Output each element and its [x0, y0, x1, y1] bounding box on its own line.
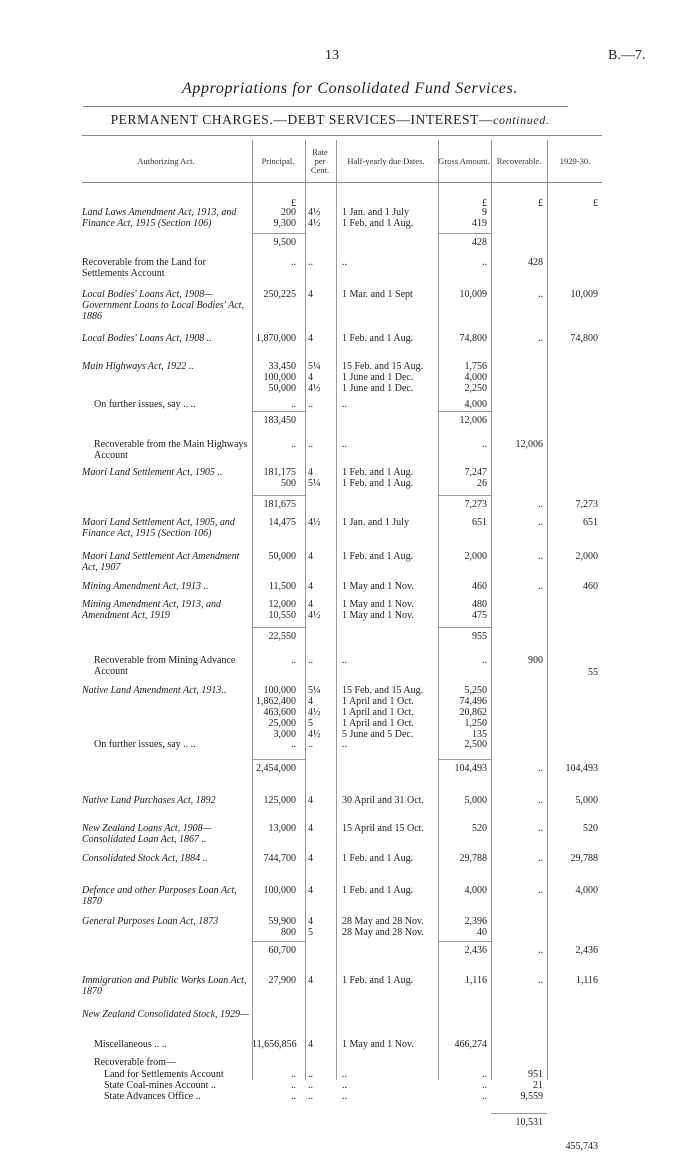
gross-amount-cell: 74,800 — [459, 333, 487, 344]
header-bottom-rule — [82, 182, 602, 183]
due-dates-cell: 1 Feb. and 1 Aug. — [342, 853, 414, 864]
gross-amount-cell: 1,756 4,000 2,250 — [464, 361, 487, 394]
recoverable-cell: .. — [538, 795, 543, 806]
gross-amount-cell: £ — [482, 198, 487, 209]
authorizing-act-cell: Defence and other Purposes Loan Act, 1870 — [82, 885, 237, 907]
due-dates-cell: 15 April and 15 Oct. — [342, 823, 424, 834]
authorizing-act-cell: Maori Land Settlement Act, 1905, and Finance Act, 1915 (Section 106) — [82, 517, 235, 539]
recoverable-cell: .. — [538, 333, 543, 344]
due-dates-cell: .. .. .. — [342, 1069, 347, 1102]
gross-amount-cell: 4,000 — [464, 885, 487, 896]
gross-amount-cell: .. — [482, 439, 487, 450]
gross-amount-cell: .. — [482, 655, 487, 666]
authorizing-act-cell: Local Bodies' Loans Act, 1908 .. — [82, 333, 212, 344]
gross-amount-cell: 5,250 74,496 20,862 1,250 135 — [459, 685, 487, 740]
subtotal-rule — [438, 759, 491, 760]
due-dates-cell: 28 May and 28 Nov. 28 May and 28 Nov. — [342, 916, 424, 938]
authorizing-act-cell: On further issues, say .. .. — [94, 739, 196, 750]
principal-cell: .. — [291, 439, 296, 450]
column-header-row — [82, 140, 602, 182]
gross-amount-cell: 520 — [472, 823, 487, 834]
year-amount-cell: 29,788 — [570, 853, 598, 864]
year-amount-cell: 5,000 — [575, 795, 598, 806]
recoverable-cell: .. — [538, 945, 543, 956]
rate-cell: 4 5 — [308, 916, 313, 938]
principal-cell: .. .. .. — [291, 1069, 296, 1102]
recoverable-cell: .. — [538, 823, 543, 834]
col-due-dates: Half-yearly due Dates. — [347, 155, 425, 166]
authorizing-act-cell: Recoverable from Mining Advance Account — [94, 655, 236, 677]
subtitle-main: PERMANENT CHARGES.—DEBT SERVICES—INTEREST— — [110, 112, 494, 127]
recoverable-cell: .. — [538, 885, 543, 896]
principal-cell: .. — [291, 655, 296, 666]
due-dates-cell: 1 Jan. and 1 July — [342, 517, 409, 528]
recoverable-cell: .. — [538, 975, 543, 986]
authorizing-act-cell: Immigration and Public Works Loan Act, 1870 — [82, 975, 247, 997]
gross-amount-cell: 460 — [472, 581, 487, 592]
due-dates-cell: 1 May and 1 Nov. — [342, 1039, 414, 1050]
subtotal-rule — [438, 233, 491, 234]
authorizing-act-cell: Maori Land Settlement Act, 1905 .. — [82, 467, 223, 478]
gross-amount-cell: 1,116 — [464, 975, 487, 986]
gross-amount-cell: 5,000 — [464, 795, 487, 806]
document-reference: B.—7. — [608, 48, 646, 63]
recoverable-cell: .. — [538, 289, 543, 300]
authorizing-act-cell: Main Highways Act, 1922 .. — [82, 361, 194, 372]
principal-cell: 9,500 — [273, 237, 296, 248]
rate-cell: 5¼ 4 4½ — [308, 361, 321, 394]
recoverable-cell: .. — [538, 763, 543, 774]
rate-cell: 4 — [308, 333, 313, 344]
principal-cell: 11,656,856 — [252, 1039, 297, 1050]
header-top-rule — [82, 135, 602, 136]
gross-amount-cell: 7,273 — [464, 499, 487, 510]
rate-cell: .. — [308, 739, 313, 750]
principal-cell: 14,475 — [268, 517, 296, 528]
title-rule — [83, 106, 568, 107]
due-dates-cell: 1 Feb. and 1 Aug. — [342, 333, 414, 344]
rate-cell: 4½ 4½ — [308, 207, 321, 229]
rate-cell: 4 — [308, 795, 313, 806]
gross-amount-cell: 428 — [472, 237, 487, 248]
principal-cell: 59,900 800 — [268, 916, 296, 938]
principal-cell: 744,700 — [263, 853, 296, 864]
principal-cell: 250,225 — [263, 289, 296, 300]
authorizing-act-cell: Land for Settlements Account State Coal-mines Account .. State Advances Office .. — [104, 1069, 224, 1102]
principal-cell: 50,000 — [268, 551, 296, 562]
rate-cell: 4 — [308, 975, 313, 986]
gross-amount-cell: 10,009 — [459, 289, 487, 300]
due-dates-cell: 30 April and 31 Oct. — [342, 795, 424, 806]
subtotal-rule — [252, 411, 305, 412]
principal-cell: 12,000 10,550 — [268, 599, 296, 621]
authorizing-act-cell: New Zealand Loans Act, 1908—Consolidated Loan Act, 1867 .. — [82, 823, 212, 845]
due-dates-cell: 15 Feb. and 15 Aug. 1 June and 1 Dec. 1 June and 1 Dec. — [342, 361, 424, 394]
recoverable-cell: 900 — [528, 655, 543, 666]
principal-cell: 27,900 — [268, 975, 296, 986]
gross-amount-cell: .. .. .. — [482, 1069, 487, 1102]
rate-cell: 4 — [308, 823, 313, 834]
due-dates-cell: 1 May and 1 Nov. — [342, 581, 414, 592]
authorizing-act-cell: Native Land Purchases Act, 1892 — [82, 795, 216, 806]
subtotal-rule — [252, 627, 305, 628]
page-title: Appropriations for Consolidated Fund Services. — [182, 80, 518, 97]
authorizing-act-cell: Local Bodies' Loans Act, 1908—Government Loans to Local Bodies' Act, 1886 — [82, 289, 244, 322]
due-dates-cell: 1 Feb. and 1 Aug. — [342, 885, 414, 896]
col-authorizing: Authorizing Act. — [137, 155, 195, 166]
year-amount-cell: 74,800 — [570, 333, 598, 344]
gross-amount-cell: 955 — [472, 631, 487, 642]
gross-amount-cell: 2,500 — [464, 739, 487, 750]
due-dates-cell: .. — [342, 439, 347, 450]
year-amount-cell: 460 — [583, 581, 598, 592]
due-dates-cell: 1 Jan. and 1 July 1 Feb. and 1 Aug. — [342, 207, 414, 229]
year-amount-cell: 1,116 — [575, 975, 598, 986]
rate-cell: 4 — [308, 853, 313, 864]
recoverable-cell: .. — [538, 853, 543, 864]
year-amount-cell: 55 — [588, 667, 598, 678]
recoverable-cell: .. — [538, 517, 543, 528]
principal-cell: 2,454,000 — [256, 763, 296, 774]
recoverable-cell: .. — [538, 581, 543, 592]
subtotal-rule — [438, 411, 491, 412]
authorizing-act-cell: Consolidated Stock Act, 1884 .. — [82, 853, 208, 864]
authorizing-act-cell: Mining Amendment Act, 1913, and Amendment Act, 1919 — [82, 599, 222, 621]
section-subtitle — [80, 112, 580, 128]
year-amount-cell: 651 — [583, 517, 598, 528]
due-dates-cell: .. — [342, 399, 347, 410]
rate-cell: 4½ — [308, 517, 321, 528]
principal-cell: 100,000 1,862,400 463,600 25,000 3,000 — [256, 685, 296, 740]
recoverable-cell: .. — [538, 551, 543, 562]
due-dates-cell: 1 Feb. and 1 Aug. — [342, 551, 414, 562]
recoverable-cell: .. — [538, 499, 543, 510]
authorizing-act-cell: General Purposes Loan Act, 1873 — [82, 916, 219, 927]
rate-cell: .. — [308, 655, 313, 666]
recoverable-cell: 12,006 — [515, 439, 543, 450]
authorizing-act-cell: Native Land Amendment Act, 1913.. — [82, 685, 227, 696]
authorizing-act-cell: Mining Amendment Act, 1913 .. — [82, 581, 209, 592]
principal-cell: 100,000 — [263, 885, 296, 896]
due-dates-cell: .. — [342, 257, 347, 268]
recoverable-cell: £ — [538, 198, 543, 209]
year-amount-cell: 455,743 — [565, 1141, 598, 1152]
subtotal-rule — [252, 941, 305, 942]
due-dates-cell: 1 Feb. and 1 Aug. 1 Feb. and 1 Aug. — [342, 467, 414, 489]
year-amount-cell: 10,009 — [570, 289, 598, 300]
page-number: 13 — [325, 48, 339, 63]
gross-amount-cell: 2,000 — [464, 551, 487, 562]
gross-amount-cell: 12,006 — [459, 415, 487, 426]
col-gross: Gross Amount. — [438, 155, 490, 166]
principal-cell: 125,000 — [263, 795, 296, 806]
year-amount-cell: 104,493 — [565, 763, 598, 774]
year-amount-cell: £ — [593, 198, 598, 209]
rate-cell: 4 — [308, 289, 313, 300]
gross-amount-cell: 2,436 — [464, 945, 487, 956]
subtotal-rule — [252, 495, 305, 496]
principal-cell: 11,500 — [268, 581, 296, 592]
rate-cell: 4 4½ — [308, 599, 321, 621]
year-amount-cell: 2,436 — [575, 945, 598, 956]
rate-cell: 4 5¼ — [308, 467, 321, 489]
appropriations-table — [0, 185, 700, 1152]
due-dates-cell: 1 Feb. and 1 Aug. — [342, 975, 414, 986]
principal-cell: 13,000 — [268, 823, 296, 834]
due-dates-cell: 1 May and 1 Nov. 1 May and 1 Nov. — [342, 599, 414, 621]
principal-cell: 200 9,300 — [273, 207, 296, 229]
rate-cell: 4 — [308, 1039, 313, 1050]
col-rate: Rate per Cent. — [310, 146, 330, 175]
rate-cell: .. — [308, 399, 313, 410]
gross-amount-cell: 4,000 — [464, 399, 487, 410]
gross-amount-cell: 104,493 — [454, 763, 487, 774]
authorizing-act-cell: Miscellaneous .. .. — [94, 1039, 167, 1050]
gross-amount-cell: 2,396 40 — [464, 916, 487, 938]
principal-cell: 181,675 — [263, 499, 296, 510]
subtitle-continued: continued. — [493, 113, 550, 127]
rate-cell: 4 — [308, 581, 313, 592]
col-year: 1929-30. — [559, 155, 591, 166]
principal-cell: 181,175 500 — [263, 467, 296, 489]
col-recoverable: Recoverable. — [496, 155, 542, 166]
year-amount-cell: 520 — [583, 823, 598, 834]
due-dates-cell: .. — [342, 655, 347, 666]
principal-cell: £ — [291, 198, 296, 209]
gross-amount-cell: 29,788 — [459, 853, 487, 864]
subtotal-rule — [252, 233, 305, 234]
principal-cell: .. — [291, 399, 296, 410]
year-amount-cell: 7,273 — [575, 499, 598, 510]
gross-amount-cell: 480 475 — [472, 599, 487, 621]
due-dates-cell: 1 Mar. and 1 Sept — [342, 289, 413, 300]
rate-cell: .. .. .. — [308, 1069, 313, 1102]
gross-amount-cell: 651 — [472, 517, 487, 528]
gross-amount-cell: 9 419 — [472, 207, 487, 229]
subtotal-rule — [252, 759, 305, 760]
authorizing-act-cell: Recoverable from— — [94, 1057, 176, 1068]
gross-amount-cell: 466,274 — [454, 1039, 487, 1050]
principal-cell: .. — [291, 257, 296, 268]
principal-cell: 22,550 — [268, 631, 296, 642]
year-amount-cell: 4,000 — [575, 885, 598, 896]
gross-amount-cell: .. — [482, 257, 487, 268]
rate-cell: .. — [308, 257, 313, 268]
authorizing-act-cell: Recoverable from the Land for Settlements Account — [82, 257, 206, 279]
subtotal-rule — [438, 495, 491, 496]
principal-cell: 60,700 — [268, 945, 296, 956]
principal-cell: 183,450 — [263, 415, 296, 426]
due-dates-cell: 15 Feb. and 15 Aug. 1 April and 1 Oct. 1 April and 1 Oct. 1 April and 1 Oct. 5 June and 5 Dec. — [342, 685, 424, 740]
principal-cell: .. — [291, 739, 296, 750]
authorizing-act-cell: Recoverable from the Main Highways Account — [94, 439, 248, 461]
authorizing-act-cell: Maori Land Settlement Act Amendment Act, 1907 — [82, 551, 240, 573]
recoverable-cell: 951 21 9,559 — [520, 1069, 543, 1102]
authorizing-act-cell: Land Laws Amendment Act, 1913, and Finance Act, 1915 (Section 106) — [82, 207, 237, 229]
rate-cell: 4 — [308, 551, 313, 562]
subtotal-rule — [438, 627, 491, 628]
gross-amount-cell: 7,247 26 — [464, 467, 487, 489]
principal-cell: 33,450 100,000 50,000 — [263, 361, 296, 394]
subtotal-rule — [491, 1113, 547, 1114]
authorizing-act-cell: New Zealand Consolidated Stock, 1929— — [82, 1009, 249, 1020]
rate-cell: 4 — [308, 885, 313, 896]
authorizing-act-cell: On further issues, say .. .. — [94, 399, 196, 410]
due-dates-cell: .. — [342, 739, 347, 750]
principal-cell: 1,870,000 — [256, 333, 296, 344]
rate-cell: .. — [308, 439, 313, 450]
col-principal: Principal. — [261, 155, 295, 166]
year-amount-cell: 2,000 — [575, 551, 598, 562]
recoverable-cell: 428 — [528, 257, 543, 268]
subtotal-rule — [438, 941, 491, 942]
recoverable-cell: 10,531 — [515, 1117, 543, 1128]
rate-cell: 5¼ 4 4½ 5 4½ — [308, 685, 321, 740]
